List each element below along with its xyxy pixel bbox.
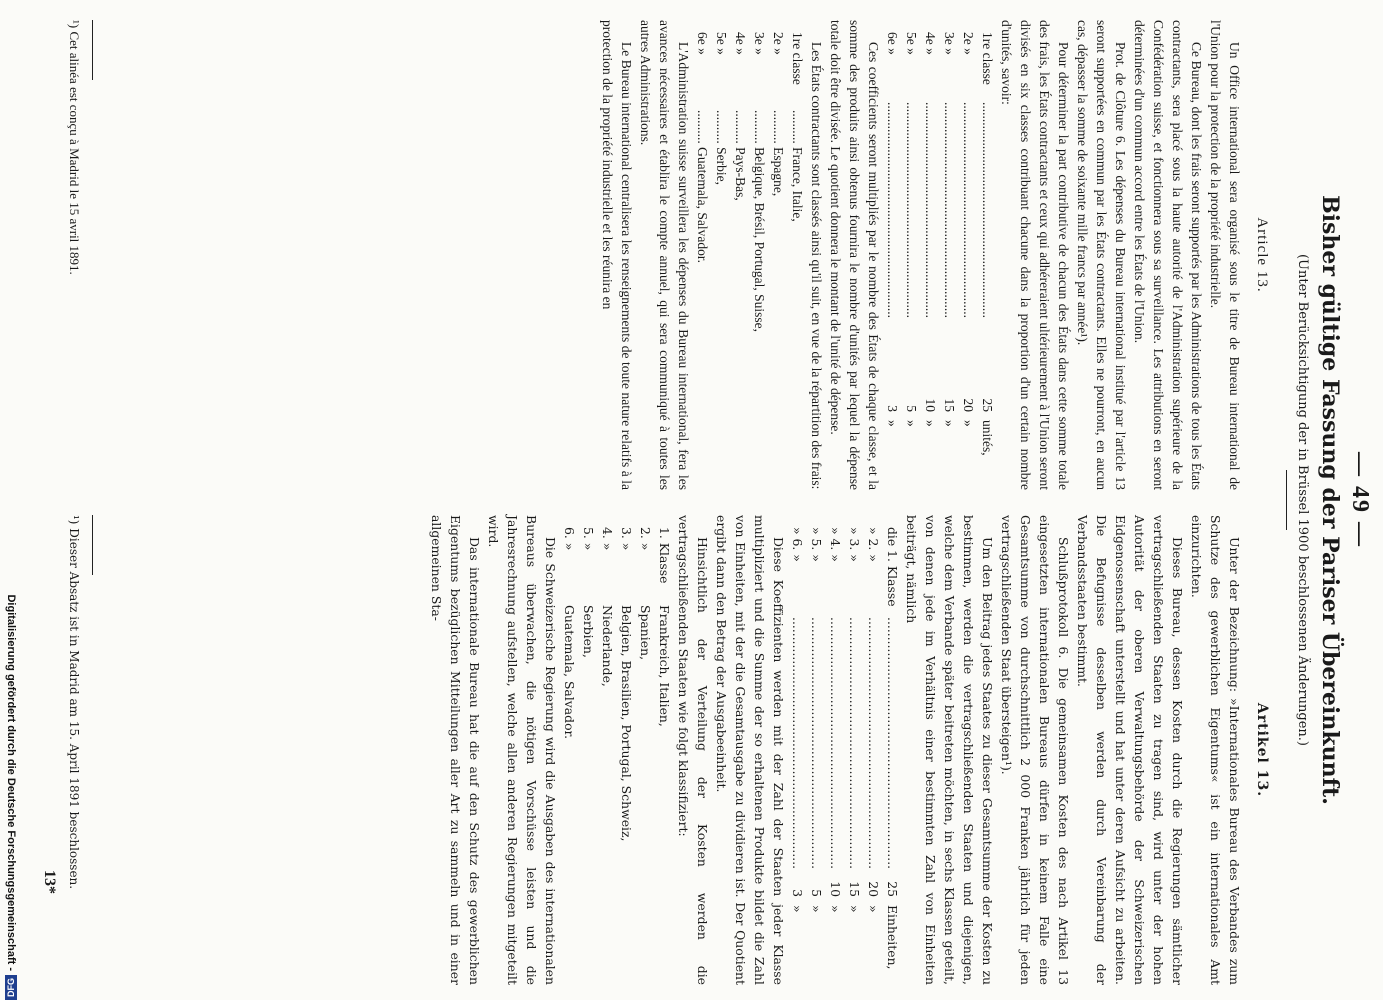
french-paragraph-7: L'Administration suisse surveillera les dépenses du Bureau international, fera les avances nécessaires et établira le compte annuel, qui sera communiqué à toutes les autres Administrations. [638,20,691,490]
german-class-list [560,515,674,985]
list-item: die 1. Klasse ................................................................ 25 Einheiten, [885,527,900,970]
list-item: 5. »Serbien, [581,527,596,658]
german-paragraph-6: Hinsichtlich der Verteilung der Kosten werden die vertragschließenden Staaten wie folgt klassifiziert: [676,515,710,985]
list-item: » 4. » ................................................................ 10 » [828,527,843,913]
french-paragraph-6: Les États contractants sont classés ainsi qu'il suit, en vue de la répartition des frais: [809,42,824,490]
french-paragraph-2: Ce Bureau, dont les frais seront supportés par les Administrations de tous les États contractants, sera placé sous la haute autorité de l'Administration supérieure de la Confédération suisse, et fonctionnera sous sa surveillance. Les attributions en seront déterminées d'un commun accord entre les États de l'Union. [1132,20,1204,490]
french-paragraph-5: Ces coefficients seront multipliés par le nombre des États de chaque classe, et la somme des produits ainsi obtenus fournira le nombre d'unités par lequel la dépense totale doit être divisée. Le quotient donnera le montant de l'unité de dépense. [828,20,881,490]
french-footnote: ¹) Cet alinéa est conçu à Madrid le 15 avril 1891. [67,20,82,275]
footnote-rule [92,515,93,575]
german-paragraph-7: Die Schweizerische Regierung wird die Ausgaben des internationalen Bureaus überwachen, die nötigen Vorschüsse leisten und die Jahresrechnung aufstellen, welche allen anderen Regierungen mitgeteilt wird. [486,515,558,985]
list-item: 4e » ................................................................ 10 » [923,32,938,427]
sheet-signature: 13* [41,870,58,894]
french-unit-list [883,20,997,490]
list-item: 1. KlasseFrankreich, Italien, [657,527,672,727]
german-article-heading: Artikel 13. [1254,702,1270,798]
german-paragraph-4: Um den Beitrag jedes Staates zu dieser Gesamtsumme der Kosten zu bestimmen, werden die vertragschließenden Staaten und diejenigen, welche dem Verbande später beitreten möchten, in sechs Klassen geteilt, von denen jede im Verhältnis einer bestimmten Zahl von Einheiten beiträgt, nämlich [904,515,995,985]
list-item: 6. »Guatemala, Salvador. [562,527,577,740]
german-footnote: ¹) Dieser Absatz ist in Madrid am 15. April 1891 beschlossen. [67,515,81,890]
german-paragraph-1: Unter der Bezeichnung: »Internationales Bureau des Verbandes zum Schutze des gewerblichen Eigentums« ist ein internationales Amt einzurichten. [1189,515,1242,985]
french-paragraph-8: Le Bureau international centralisera les renseignements de toute nature relatifs à la protection de la propriété industrielle et les réunira en [600,20,634,490]
list-item: 6e ».......... Guatemala, Salvador. [695,32,710,263]
list-item: » 3. » ................................................................ 15 » [847,527,862,913]
list-item: 6e » ................................................................ 3 » [885,32,900,427]
french-column [598,20,1275,490]
document-subtitle: (Unter Berücksichtigung der in Brüssel 1900 beschlossenen Änderungen.) [1295,253,1310,746]
header-rule [1286,470,1287,530]
german-paragraph-2: Dieses Bureau, dessen Kosten durch die Regierungen sämtlicher vertragschließenden Staaten zu tragen sind, wird unter der hohen Autorität der oberen Verwaltungsbehörde der Schweizerischen Eidgenossenschaft unterstellt und hat unter deren Aufsicht zu arbeiten. Die Befugnisse desselben werden durch Vereinbarung der Verbandsstaaten bestimmt. [1075,515,1185,985]
list-item: 3e ».......... Belgique, Brésil, Portugal, Suisse, [752,32,767,332]
french-article-heading: Article 13. [1254,217,1270,293]
list-item: 2e » ................................................................ 20 » [961,32,976,427]
german-unit-list [788,515,902,985]
french-paragraph-4: Pour déterminer la part contributive de chacun des États dans cette somme totale des frais, les États contractants et ceux qui adhéreraient ultérieurement à l'Union seront divisés en six classes contribuant chacune dans la proportion d'un certain nombre d'unités, savoir: [999,20,1071,490]
footnote-rule [92,20,93,80]
french-class-list [693,20,807,490]
german-paragraph-8: Das internationale Bureau hat die auf den Schutz des gewerblichen Eigentums bezüglichen Mitteilungen aller Art zu sammeln und in einer allgemeinen Sta- [429,515,482,985]
list-item: 1re classe.......... France, Italie, [790,32,805,222]
list-item: 2e ».......... Espagne, [771,32,786,197]
german-column [427,515,1275,985]
digitization-notice [2,0,20,1000]
list-item: 5e » ................................................................ 5 » [904,32,919,427]
list-item: 1re classe ................................................................ 25 unités, [980,32,995,456]
digitization-text: Digitalisierung gefördert durch die Deutsche Forschungsgemeinschaft - [5,594,17,971]
list-item: » 2. » ................................................................ 20 » [866,527,881,913]
german-paragraph-5: Diese Koeffizienten werden mit der Zahl der Staaten jeder Klasse multipliziert und die Summe der so erhaltenen Produkte bildet die Zahl von Einheiten, mit der die Gesamtausgabe zu dividieren ist. Der Quotient ergibt dann den Betrag der Ausgabeeinheit. [714,515,786,985]
dfg-logo: DFG [5,975,17,1000]
list-item: 3. »Belgien, Brasilien, Portugal, Schweiz, [619,527,634,842]
french-paragraph-1: Un Office international sera organisé sous le titre de Bureau international de l'Union pour la protection de la propriété industrielle. [1208,20,1242,490]
list-item: » 6. » ................................................................ 3 » [790,527,805,913]
list-item: 4. »Niederlande, [600,527,615,687]
list-item: 5e ».......... Serbie, [714,32,729,185]
german-paragraph-3: Schlußprotokoll 6. Die gemeinsamen Kosten des nach Artikel 13 eingesetzten internationalen Bureaus dürfen in keinem Falle eine Gesamtsumme von durchschnittlich 2 000 Franken jährlich für jeden vertragschließenden Staat übersteigen¹). [999,515,1071,985]
page-number: — 49 — [1347,452,1373,548]
list-item: 3e » ................................................................ 15 » [942,32,957,427]
list-item: 4e ».......... Pays-Bas, [733,32,748,201]
french-paragraph-3: Prot. de Clôture 6. Les dépenses du Bureau international institué par l'article 13 seront supportées en commun par les États contractants. Elles ne pourront, en aucun cas, dépasser la somme de soixante mille francs par année¹). [1075,20,1128,490]
list-item: » 5. » ................................................................ 5 » [809,527,824,913]
document-title: Bisher gültige Fassung der Pariser Übereinkunft. [1317,195,1343,805]
list-item: 2. »Spanien, [638,527,653,661]
